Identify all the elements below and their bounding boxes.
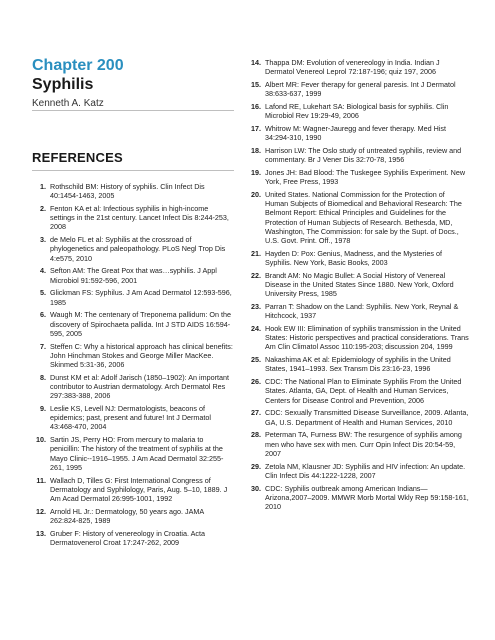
reference-item <box>32 310 234 338</box>
reference-number: 17. <box>251 124 261 133</box>
reference-text: Sefton AM: The Great Pox that was…syphilis. J Appl Microbiol 91:592-596, 2001 <box>50 266 217 285</box>
reference-text: CDC: Sexually Transmitted Disease Surveillance, 2009. Atlanta, GA, U.S. Department of Health and Human Services, 2010 <box>265 408 469 427</box>
reference-number: 1. <box>40 182 46 191</box>
references-divider <box>32 170 234 171</box>
reference-item <box>32 507 234 525</box>
reference-number: 16. <box>251 102 261 111</box>
chapter-title: Syphilis <box>32 76 94 93</box>
reference-item <box>247 102 469 120</box>
reference-number: 21. <box>251 248 261 258</box>
reference-number: 28. <box>251 430 261 440</box>
reference-text: United States. National Commission for the Protection of Human Subjects of Biomedical and Behavioral Research: The Belmont Report: Ethical Principles and Guidelines for the Protection of Human Subjects of Research. Bethesda, MD, Washington, The Commission: for sale by the Supt. of Docs., U.S. Govt. Print. Off., 1978 <box>265 190 462 246</box>
reference-text: CDC: Syphilis outbreak among American Indians—Arizona,2007–2009. MMWR Morb Mortal Wkly Rep 59:158-161, 2010 <box>265 483 469 512</box>
reference-text: Harrison LW: The Oslo study of untreated syphilis, review and commentary. Br J Vener Dis 32:70-78, 1956 <box>265 146 462 165</box>
reference-text: Whitrow M: Wagner-Jauregg and fever therapy. Med Hist 34:294-310, 1990 <box>265 124 446 143</box>
reference-number: 18. <box>251 146 261 155</box>
reference-text: Wallach D, Tilles G: First International Congress of Dermatology and Syphilology, Paris, Aug. 5–10, 1889. J Am Acad Dermatol 26:995-1001, 1992 <box>50 475 228 504</box>
reference-text: Arnold HL Jr.: Dermatology, 50 years ago. JAMA 262:824-825, 1989 <box>50 506 204 526</box>
reference-number: 12. <box>36 506 46 516</box>
reference-item <box>247 124 469 142</box>
reference-text: Fenton KA et al: Infectious syphilis in high-income settings in the 21st century. Lancet Infect Dis 8:244-253, 2008 <box>50 204 229 232</box>
reference-item <box>32 204 234 232</box>
reference-number: 2. <box>40 204 46 213</box>
reference-item <box>32 435 234 472</box>
references-heading: REFERENCES <box>32 150 123 165</box>
reference-item <box>247 80 469 98</box>
reference-item <box>32 266 234 284</box>
reference-text: Steffen C: Why a historical approach has clinical benefits: John Hinchman Stokes and George Miller MacKee. Skinmed 5:31-36, 2006 <box>50 341 233 370</box>
reference-text: Glickman FS: Syphilus. J Am Acad Dermatol 12:593-596, 1985 <box>50 288 232 307</box>
header-divider <box>32 110 234 111</box>
reference-text: CDC: The National Plan to Eliminate Syphilis From the United States. Atlanta, GA, Dept. of Health and Human Services, Centers for Disease Control and Prevention, 2006 <box>265 377 462 405</box>
reference-text: Thappa DM: Evolution of venereology in India. Indian J Dermatol Venereol Leprol 72:187-196; quiz 197, 2006 <box>265 58 440 77</box>
reference-item <box>247 146 469 164</box>
reference-item <box>32 182 234 200</box>
reference-number: 13. <box>36 528 46 538</box>
reference-item <box>247 462 469 480</box>
reference-number: 29. <box>251 461 261 471</box>
reference-item <box>32 373 234 401</box>
reference-number: 9. <box>40 404 46 414</box>
reference-text: Albert MR: Fever therapy for general paresis. Int J Dermatol 38:633-637, 1999 <box>265 80 456 99</box>
reference-text: Parran T: Shadow on the Land: Syphilis. New York, Reynal & Hitchcock, 1937 <box>265 302 459 321</box>
reference-number: 11. <box>36 475 46 485</box>
reference-number: 3. <box>40 235 46 245</box>
reference-number: 24. <box>251 324 261 334</box>
reference-item <box>32 476 234 504</box>
reference-text: Zetola NM, Klausner JD: Syphilis and HIV infection: An update. Clin Infect Dis 44:1222-1228, 2007 <box>265 461 466 480</box>
reference-number: 22. <box>251 270 261 280</box>
reference-number: 27. <box>251 408 261 418</box>
reference-number: 7. <box>40 341 46 351</box>
reference-item <box>32 404 234 432</box>
reference-number: 4. <box>40 266 46 276</box>
reference-item <box>247 190 469 245</box>
reference-item <box>32 342 234 370</box>
reference-text: Nakashima AK et al: Epidemiology of syphilis in the United States, 1941–1993. Sex Transm Dis 23:16-23, 1996 <box>265 355 451 374</box>
reference-number: 19. <box>251 168 261 177</box>
reference-text: Dunst KM et al: Adolf Jarisch (1850–1902): An important contributor to Austrian dermatology. Arch Dermatol Res 297:383-388, 2006 <box>50 372 229 401</box>
reference-text: Brandt AM: No Magic Bullet: A Social History of Venereal Disease in the United States Since 1880. New York, Oxford University Press, 1985 <box>265 270 454 299</box>
chapter-author: Kenneth A. Katz <box>32 98 104 109</box>
reference-text: Leslie KS, Levell NJ: Dermatologists, beacons of epidemics; past, present and future! Int J Dermatol 43:468-470, 2004 <box>50 404 211 432</box>
right-column <box>247 0 495 640</box>
reference-item <box>247 58 469 76</box>
reference-text: Lafond RE, Lukehart SA: Biological basis for syphilis. Clin Microbiol Rev 19:29-49, 2006 <box>265 102 449 121</box>
reference-item <box>32 235 234 263</box>
reference-text: Peterman TA, Furness BW: The resurgence of syphilis among men who have sex with men. Curr Opin Infect Dis 20:54-59, 2007 <box>265 430 462 458</box>
reference-text: Gruber F: History of venereology in Croatia. Acta Dermatovenerol Croat 17:247-262, 2009 <box>50 528 205 548</box>
reference-text: Hook EW III: Elimination of syphilis transmission in the United States: Historic perspectives and practical considerations. Trans Am Clin Climatol Assoc 110:195-203; discussion 204, 1999 <box>265 324 469 352</box>
reference-item <box>32 529 234 547</box>
chapter-header <box>32 56 232 110</box>
reference-item <box>247 302 469 320</box>
chapter-number: Chapter 200 <box>32 57 124 74</box>
references-list-right <box>247 58 469 515</box>
reference-item <box>247 408 469 426</box>
left-column <box>0 0 247 640</box>
reference-item <box>247 271 469 299</box>
reference-number: 25. <box>251 355 261 365</box>
reference-item <box>247 377 469 405</box>
reference-number: 26. <box>251 377 261 387</box>
reference-number: 5. <box>40 288 46 298</box>
reference-text: Waugh M: The centenary of Treponema pallidum: On the discovery of Spirochaeta pallida. Int J STD AIDS 16:594-595, 2005 <box>50 310 231 338</box>
reference-number: 20. <box>251 190 261 199</box>
reference-number: 6. <box>40 310 46 320</box>
reference-item <box>32 288 234 306</box>
reference-text: Sartin JS, Perry HO: From mercury to malaria to penicillin: The history of the treatment of syphilis at the Mayo Clinic--1916–1955. J Am Acad Dermatol 32:255-261, 1995 <box>50 435 224 472</box>
references-list-left <box>32 182 234 551</box>
reference-number: 23. <box>251 302 261 312</box>
reference-item <box>247 484 469 512</box>
reference-number: 8. <box>40 372 46 382</box>
reference-item <box>247 355 469 373</box>
reference-number: 10. <box>36 435 46 445</box>
reference-item <box>247 324 469 352</box>
reference-text: Rothschild BM: History of syphilis. Clin Infect Dis 40:1454-1463, 2005 <box>50 182 205 201</box>
reference-number: 30. <box>251 483 261 493</box>
reference-number: 14. <box>251 58 261 67</box>
reference-text: Jones JH: Bad Blood: The Tuskegee Syphilis Experiment. New York, Free Press, 1993 <box>265 168 466 187</box>
reference-number: 15. <box>251 80 261 89</box>
reference-text: de Melo FL et al: Syphilis at the crossroad of phylogenetics and paleopathology. PLoS Negl Trop Dis 4:e575, 2010 <box>50 235 226 263</box>
reference-item <box>247 249 469 267</box>
reference-text: Hayden D: Pox: Genius, Madness, and the Mysteries of Syphilis. New York, Basic Books, 2003 <box>265 248 442 268</box>
reference-item <box>247 168 469 186</box>
reference-item <box>247 430 469 458</box>
